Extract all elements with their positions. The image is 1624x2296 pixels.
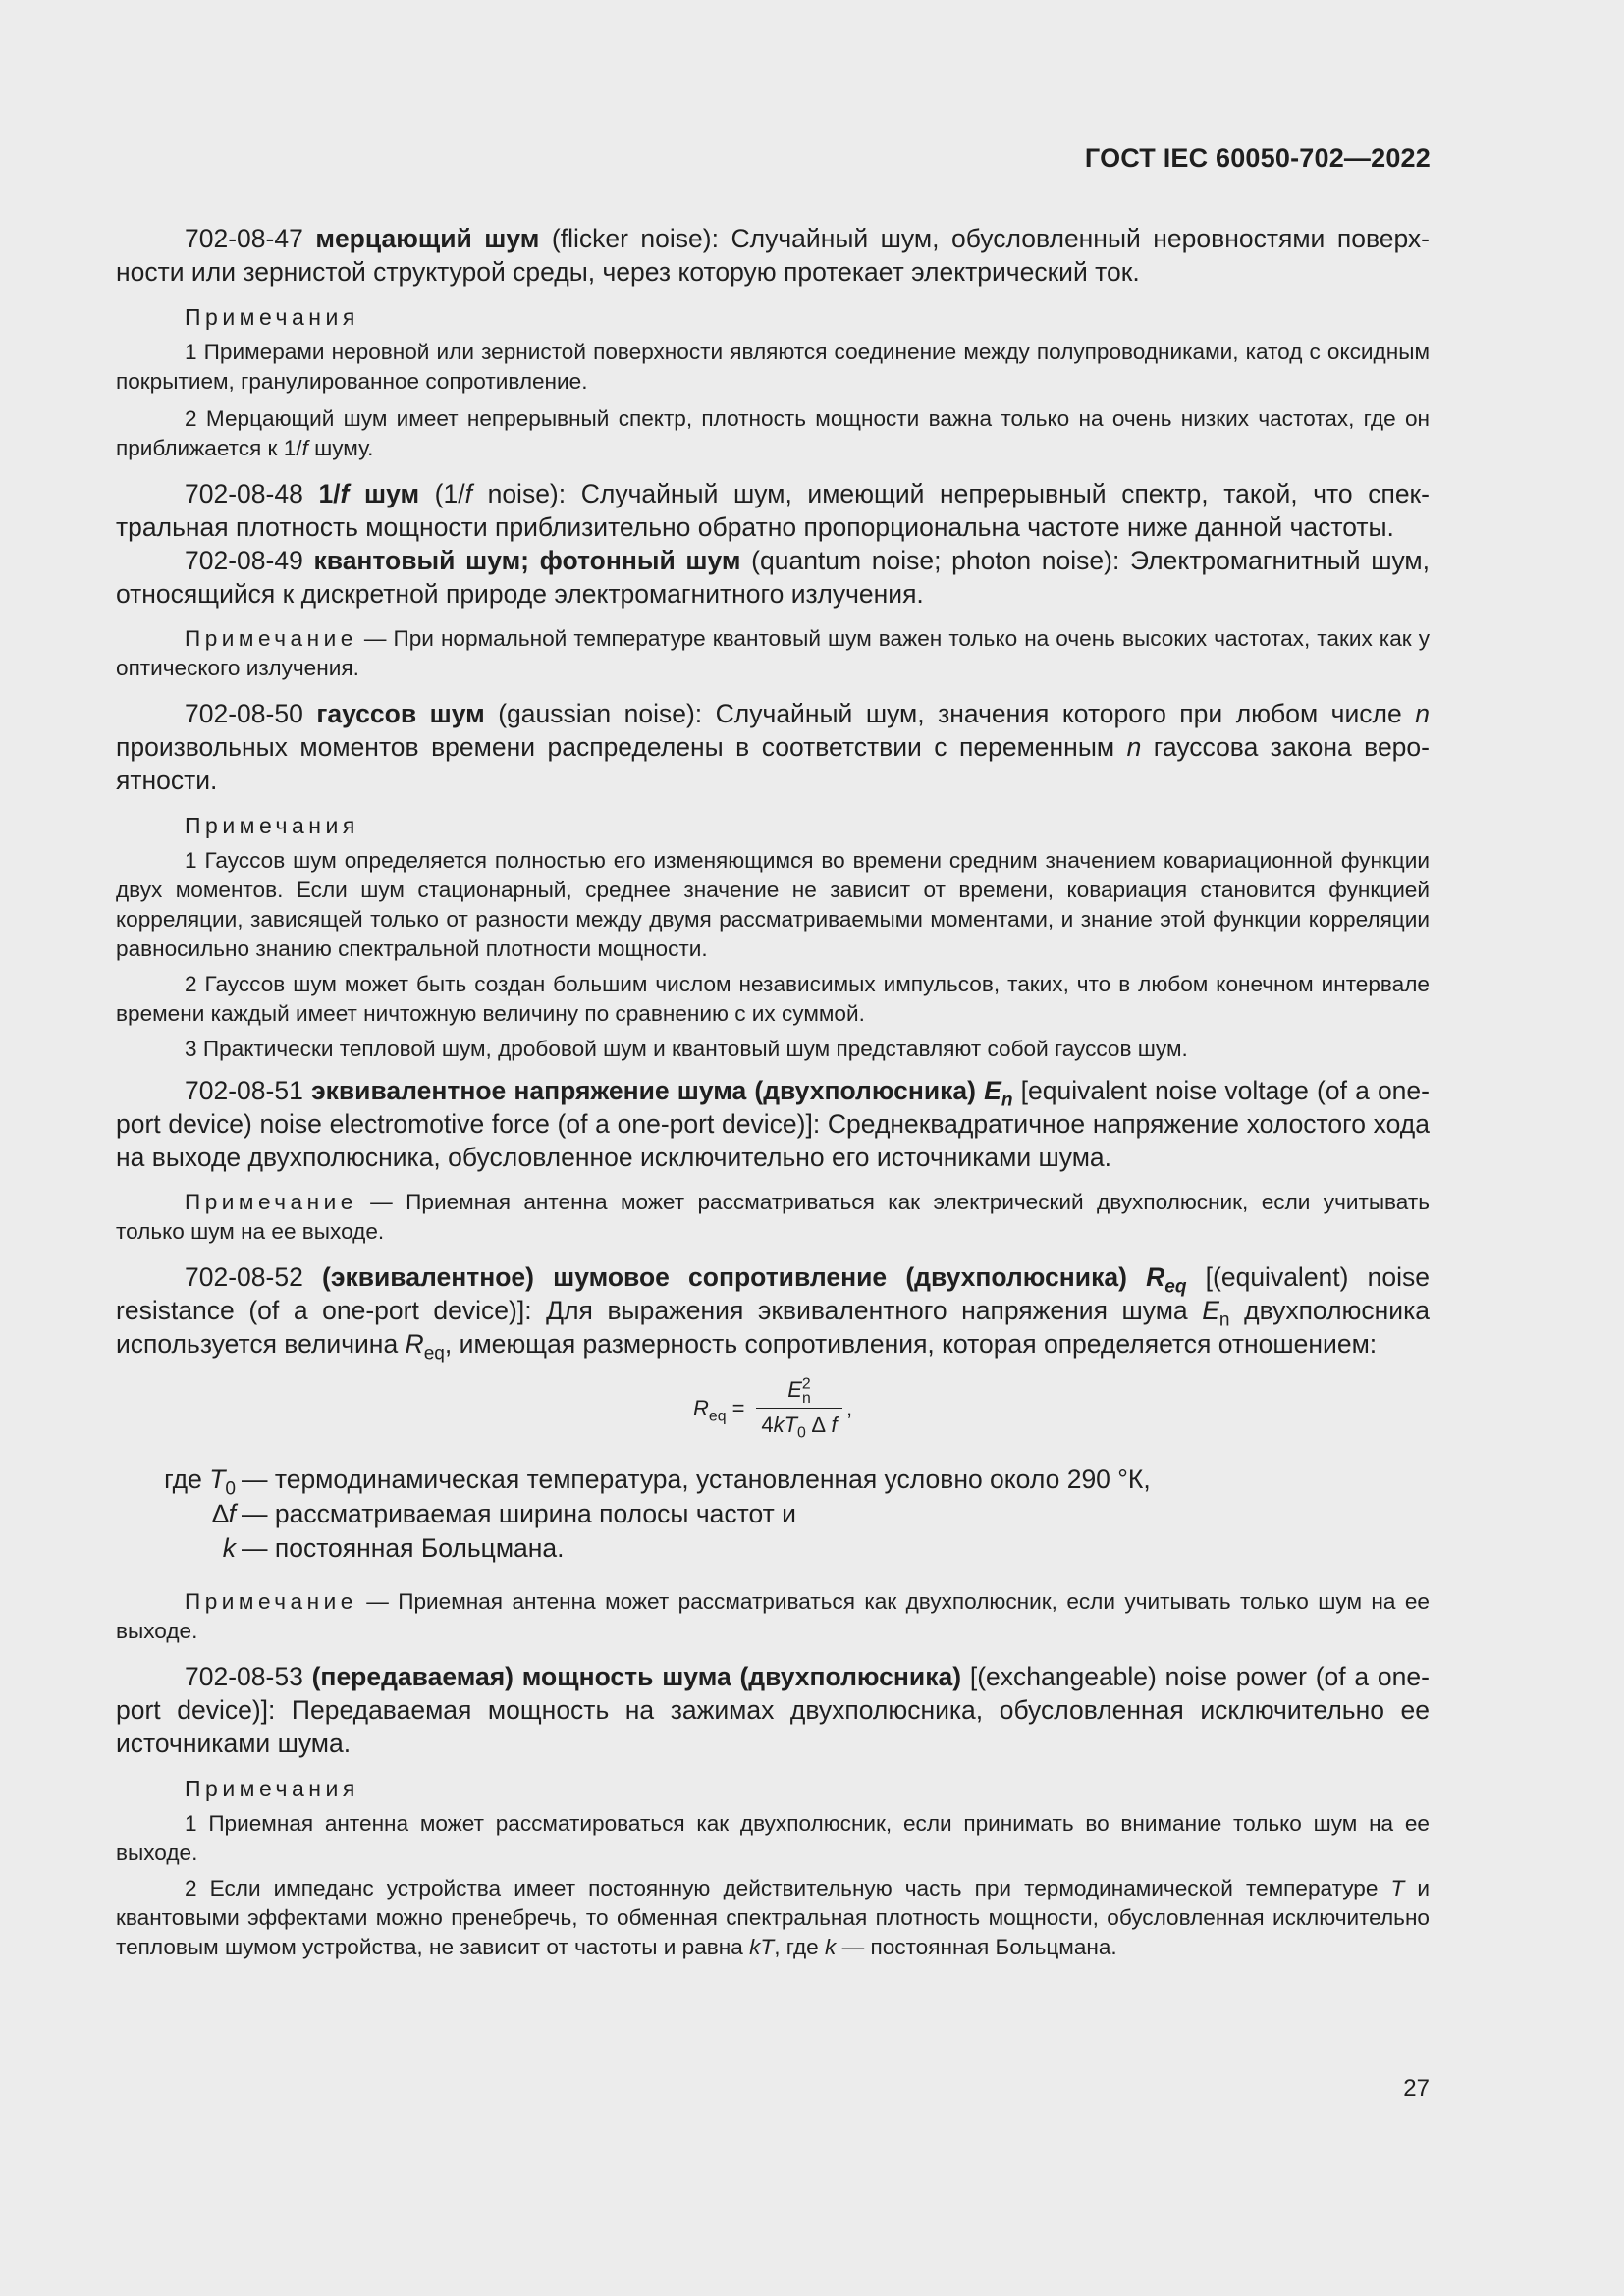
term-definition: : Случайный шум, обусловленный неровностями поверхности или зернистой структурой среды, через которую протекает электрический ток. — [116, 224, 1430, 287]
note-702-08-50-3: 3 Практически тепловой шум, дробовой шум и квантовый шум представляют собой гауссов шум. — [185, 1037, 1188, 1061]
note-702-08-49: Примечание — При нормальной температуре квантовый шум важен только на очень высоких частотах, таких как у оптического излучения. — [116, 626, 1430, 680]
term-number: 702-08-47 — [185, 224, 303, 253]
term-definition: : Для выражения эквивалентного напряжения шума $E_n$ двухполюсника используется величина $R_{eq}$, имеющая размерность сопротивления, которая определяется отношением: — [116, 1296, 1431, 1364]
note-702-08-47-2: 2 Мерцающий шум имеет непрерывный спектр, плотность мощности важна только на очень низких частотах, где он приближается к 1/f шуму. — [116, 406, 1430, 460]
term-702-08-52 — [116, 1260, 1431, 1364]
formula-denominator: $4kT_0$ ∆ f — [761, 1413, 838, 1442]
term-702-08-53 — [116, 1660, 1430, 1760]
note-702-08-52: Примечание — Приемная антенна может рассматриваться как двухполюсник, если учитывать только шум на ее выходе. — [116, 1589, 1430, 1643]
term-definition: : Случайный шум, имеющий непрерывный спектр, такой, что спектральная плотность мощности приблизительно обратно пропорциональна частоте ниже данной частоты. — [116, 479, 1430, 542]
term-english: [equivalent noise voltage (of a one-port device) noise electromotive force (of a one-port device)] — [116, 1076, 1430, 1139]
term-702-08-49 — [116, 544, 1430, 611]
document-header: ГОСТ IEC 60050-702—2022 — [1084, 143, 1431, 173]
term-english: (quantum noise; photon noise) — [751, 546, 1112, 575]
note-label: Примечание — [185, 1190, 357, 1214]
term-english: [(exchangeable) noise power (of a one-port device)] — [116, 1662, 1430, 1725]
term-702-08-51 — [116, 1074, 1430, 1174]
term-definition: : Среднеквадратичное напряжение холостого хода на выходе двухполюсника, обусловленное исключительно его источниками шума. — [116, 1109, 1430, 1172]
note-702-08-53-2: 2 Если импеданс устройства имеет постоянную действительную часть при термодинамической температуре T и квантовыми эффектами можно пренебречь, то обменная спектральная плотность мощности, обусловленная исключительно тепловым шумом устройства, не зависит от частоты и равна kT, где k — постоянная Больцмана. — [116, 1876, 1430, 1959]
term-english: [(equivalent) noise resistance (of a one-port device)] — [116, 1262, 1430, 1325]
term-702-08-50 — [116, 697, 1430, 797]
term-english: (gaussian noise) — [498, 699, 695, 728]
term-number: 702-08-48 — [185, 479, 303, 508]
note-702-08-50-1: 1 Гауссов шум определяется полностью его изменяющимся во времени средним значением ковариационной функции двух моментов. Если шум стационарный, среднее значение не зависит от времени, ковариация становится функцией корреляции, зависящей только от разности между двумя рассматриваемыми моментами, и знание этой функции корреляции равносильно знанию спектральной плотности мощности. — [116, 848, 1430, 961]
formula-numerator: $E^2_n$ — [787, 1375, 811, 1407]
term-name: квантовый шум; фотонный шум — [313, 546, 741, 575]
term-english: (1/f noise) — [434, 479, 559, 508]
term-702-08-48 — [116, 477, 1430, 544]
term-number: 702-08-51 — [185, 1076, 303, 1105]
term-number: 702-08-49 — [185, 546, 303, 575]
formula-lhs: $R_{eq}$ = — [693, 1396, 745, 1425]
formula-fraction — [756, 1374, 842, 1440]
formula-comma: , — [846, 1396, 853, 1420]
term-symbol: $R_{eq}$ — [1146, 1262, 1187, 1298]
note-702-08-50-2: 2 Гауссов шум может быть создан большим числом независимых импульсов, таких, что в любом конечном интервале времени каждый имеет ничтожную величину по сравнению с их суммой. — [116, 972, 1430, 1026]
note-702-08-53-1: 1 Приемная антенна может рассматироваться как двухполюсник, если принимать во внимание только шум на ее выходе. — [116, 1811, 1430, 1865]
term-name: 1/f шум — [318, 479, 420, 508]
page-number: 27 — [1403, 2075, 1430, 2102]
term-702-08-47 — [116, 222, 1430, 289]
formula-where-list — [116, 1463, 1430, 1566]
note-label: Примечание — [185, 626, 357, 651]
note-702-08-47-1: 1 Примерами неровной или зернистой поверхности являются соединение между полупроводниками, катод с оксидным покрытием, гранулированное сопротивление. — [116, 340, 1430, 394]
notes-heading: Примечания — [185, 304, 359, 330]
term-number: 702-08-53 — [185, 1662, 303, 1691]
notes-heading: Примечания — [185, 813, 359, 838]
where-row-k: k — постоянная Больцмана. — [222, 1533, 565, 1563]
note-702-08-51: Примечание — Приемная антенна может рассматриваться как электрический двухполюсник, если учитывать только шум на ее выходе. — [116, 1190, 1430, 1244]
note-label: Примечание — [185, 1589, 357, 1614]
term-name: эквивалентное напряжение шума (двухполюсника) — [310, 1076, 976, 1105]
term-symbol: $E_n$ — [984, 1076, 1013, 1111]
term-name: мерцающий шум — [315, 224, 540, 253]
formula-req — [116, 1374, 1430, 1453]
term-english: (flicker noise) — [551, 224, 712, 253]
term-definition: : Случайный шум, значения которого при любом числе n произвольных моментов времени распределены в соответствии с переменным n гауссова закона вероятности. — [116, 699, 1430, 795]
term-number: 702-08-50 — [185, 699, 303, 728]
where-row-df: ∆f — рассматриваемая ширина полосы частот и — [212, 1499, 796, 1528]
term-name: (передаваемая) мощность шума (двухполюсника) — [311, 1662, 962, 1691]
document-body — [116, 222, 1430, 1962]
fraction-bar — [756, 1408, 842, 1409]
term-definition: : Электромагнитный шум, относящийся к дискретной природе электромагнитного излучения. — [116, 546, 1430, 609]
where-row-t0: где $T_0$ — термодинамическая температура, установленная условно около 290 °К, — [164, 1465, 1151, 1500]
notes-heading: Примечания — [185, 1776, 359, 1801]
term-name: гауссов шум — [316, 699, 485, 728]
term-definition: : Передаваемая мощность на зажимах двухполюсника, обусловленная исключительно ее источниками шума. — [116, 1695, 1430, 1758]
term-name: (эквивалентное) шумовое сопротивление (двухполюсника) — [322, 1262, 1127, 1292]
term-number: 702-08-52 — [185, 1262, 303, 1292]
